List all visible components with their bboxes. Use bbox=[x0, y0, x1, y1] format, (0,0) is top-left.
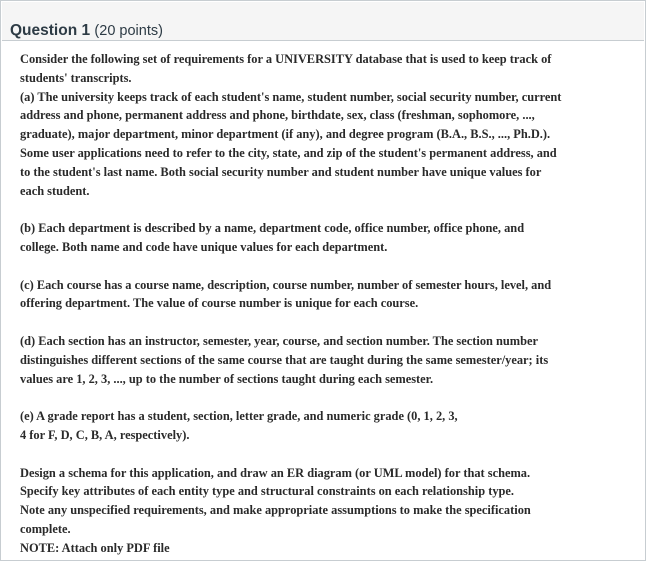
text-line: offering department. The value of course number is unique for each course. bbox=[20, 296, 419, 311]
text-line: address and phone, permanent address and phone, birthdate, sex, class (freshman, sophomore, ..., bbox=[20, 108, 535, 123]
text-line: Design a schema for this application, and draw an ER diagram (or UML model) for that schema. bbox=[20, 465, 531, 480]
text-line: complete. bbox=[20, 521, 71, 536]
text-line: each student. bbox=[20, 183, 90, 198]
text-line: (b) Each department is described by a name, department code, office number, office phone, and bbox=[20, 221, 525, 236]
text-line: to the student's last name. Both social security number and student number have unique values for bbox=[20, 164, 542, 179]
text-line: college. Both name and code have unique values for each department. bbox=[20, 239, 388, 254]
para-c bbox=[20, 276, 632, 314]
text-line: (a) The university keeps track of each student's name, student number, social security number, current bbox=[20, 89, 562, 104]
text-line: NOTE: Attach only PDF file bbox=[20, 540, 170, 555]
text-line: Note any unspecified requirements, and make appropriate assumptions to make the specification bbox=[20, 503, 531, 518]
para-b bbox=[20, 219, 632, 257]
question-header bbox=[2, 2, 644, 41]
question-text bbox=[20, 50, 632, 558]
question-title bbox=[10, 22, 163, 40]
text-line: (e) A grade report has a student, section, letter grade, and numeric grade (0, 1, 2, 3, bbox=[20, 409, 458, 424]
text-line: Some user applications need to refer to the city, state, and zip of the student's permanent address, and bbox=[20, 145, 557, 160]
question-number: Question 1 bbox=[10, 22, 91, 39]
text-line: students' transcripts. bbox=[20, 70, 132, 85]
para-instructions bbox=[20, 464, 632, 558]
text-line: Specify key attributes of each entity type and structural constraints on each relationship type. bbox=[20, 484, 514, 499]
question-points: (20 points) bbox=[94, 23, 163, 39]
text-line: distinguishes different sections of the same course that are taught during the same semester/year; its bbox=[20, 352, 549, 367]
text-line: (c) Each course has a course name, description, course number, number of semester hours, level, and bbox=[20, 277, 552, 292]
text-line: (d) Each section has an instructor, semester, year, course, and section number. The section number bbox=[20, 333, 538, 348]
para-d bbox=[20, 332, 632, 388]
text-line: 4 for F, D, C, B, A, respectively). bbox=[20, 427, 190, 442]
para-intro-a bbox=[20, 50, 632, 200]
text-line: Consider the following set of requirements for a UNIVERSITY database that is used to keep track of bbox=[20, 52, 552, 66]
para-e bbox=[20, 407, 632, 445]
text-line: values are 1, 2, 3, ..., up to the number of sections taught during each semester. bbox=[20, 371, 434, 386]
text-line: graduate), major department, minor department (if any), and degree program (B.A., B.S., ..., Ph.D.). bbox=[20, 127, 551, 142]
